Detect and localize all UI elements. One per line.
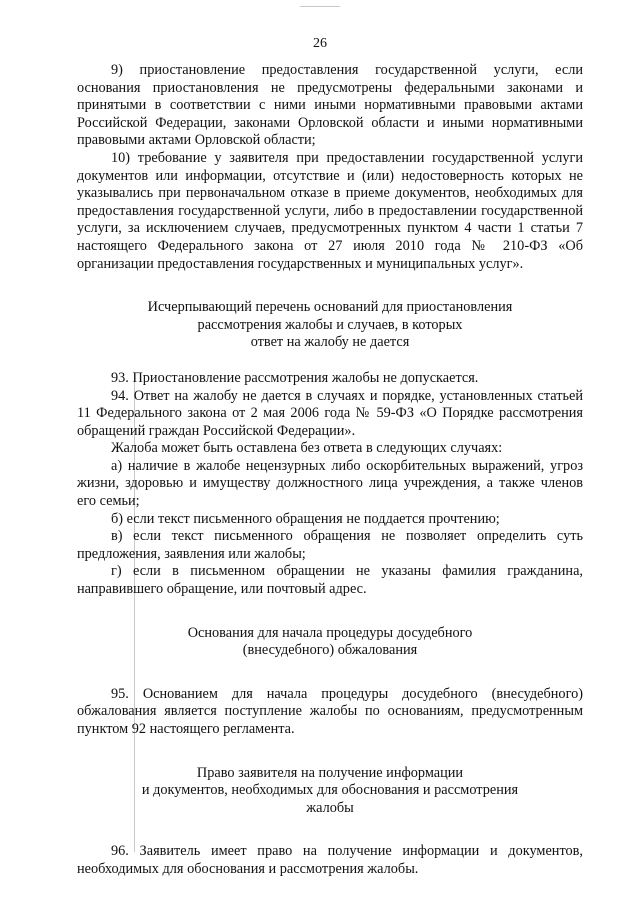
heading-line: рассмотрения жалобы и случаев, в которых <box>197 316 463 333</box>
page-number: 26 <box>313 36 327 51</box>
heading-line: Основания для начала процедуры досудебного <box>187 624 473 641</box>
paragraph-94: 94. Ответ на жалобу не дается в случаях и порядке, установленных статьей 11 Федерального закона от 2 мая 2006 года № 59-ФЗ «О Порядке рассмотрения обращений граждан Российской Федерации». <box>77 387 583 439</box>
paragraph-item-10: 10) требование у заявителя при предоставлении государственной услуги документов или информации, отсутствие и (или) недостоверность которых не указывались при первоначальном отказе в приеме документов, необходимых для предоставления государственной услуги, либо в предоставлении государственной услуги, за исключением случаев, предусмотренных пунктом 4 части 1 статьи 7 настоящего Федерального закона от 27 июля 2010 года № 210-ФЗ «Об организации предоставления государственных и муниципальных услуг». <box>77 149 583 272</box>
list-item-g: г) если в письменном обращении не указаны фамилия гражданина, направившего обращение, или почтовый адрес. <box>77 563 583 598</box>
list-item-v: в) если текст письменного обращения не позволяет определить суть предложения, заявления или жалобы; <box>77 528 583 562</box>
heading-line: Исчерпывающий перечень оснований для приостановления <box>147 299 513 316</box>
section-heading-suspension <box>77 299 583 352</box>
heading-line: жалобы <box>306 799 354 816</box>
list-item-a: а) наличие в жалобе нецензурных либо оскорбительных выражений, угроз жизни, здоровью и имуществу должностного лица учреждения, а также членов его семьи; <box>77 457 583 510</box>
heading-line: ответ на жалобу не дается <box>250 334 410 351</box>
scan-artifact <box>300 6 340 7</box>
document-body <box>77 62 583 879</box>
list-item-b: б) если текст письменного обращения не поддается прочтению; <box>111 510 500 527</box>
paragraph-no-answer-intro: Жалоба может быть оставлена без ответа в следующих случаях: <box>111 440 503 457</box>
paragraph-95: 95. Основанием для начала процедуры досудебного (внесудебного) обжалования является поступление жалобы по основаниям, предусмотренным пунктом 92 настоящего регламента. <box>77 685 583 737</box>
section-heading-rights <box>77 765 583 818</box>
heading-line: и документов, необходимых для обоснования и рассмотрения <box>141 782 519 799</box>
paragraph-item-9: 9) приостановление предоставления государственной услуги, если основания приостановления не предусмотрены федеральными законами и принятыми в соответствии с ними иными нормативными правовыми актами Российской Федерации, законами Орловской области и иными нормативными правовыми актами Орловской области; <box>77 62 583 149</box>
paragraph-96: 96. Заявитель имеет право на получение информации и документов, необходимых для обоснования и рассмотрения жалобы. <box>77 843 583 877</box>
section-heading-grounds <box>77 625 583 660</box>
paragraph-93: 93. Приостановление рассмотрения жалобы не допускается. <box>111 369 479 386</box>
heading-line: (внесудебного) обжалования <box>242 642 418 659</box>
heading-line: Право заявителя на получение информации <box>196 764 464 781</box>
